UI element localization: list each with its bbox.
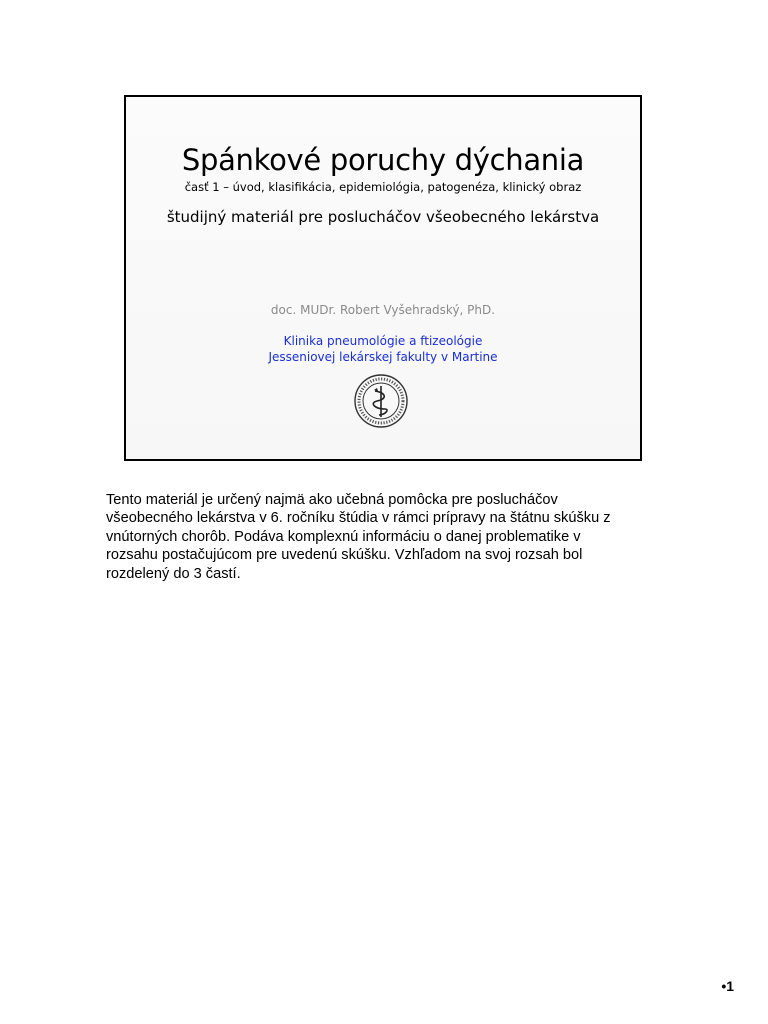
slide-purpose: študijný materiál pre poslucháčov všeobecného lekárstva [166,208,600,226]
page-number: •1 [721,978,734,994]
slide-institution [126,333,640,365]
faculty-seal-icon [353,373,409,429]
institution-line-1: Klinika pneumológie a ftizeológie [283,334,483,348]
slide-title: Spánkové poruchy dýchania [181,143,585,177]
description-paragraph [106,491,666,583]
paragraph-line: rozdelený do 3 častí. [106,565,241,582]
paragraph-line: rozsahu postačujúcom pre uvedenú skúšku. Vzhľadom na svoj rozsah bol [106,547,583,564]
paragraph-line: všeobecného lekárstva v 6. ročníku štúdia v rámci prípravy na štátnu skúšku z [106,510,611,527]
paragraph-line: vnútorných chorôb. Podáva komplexnú informáciu o danej problematike v [106,528,581,545]
paragraph-line: Tento materiál je určený najmä ako učebná pomôcka pre poslucháčov [106,492,558,508]
slide-author: doc. MUDr. Robert Vyšehradský, PhD. [270,303,496,317]
institution-line-2: Jesseniovej lekárskej fakulty v Martine [268,350,498,364]
title-slide [124,95,642,461]
slide-subtitle: časť 1 – úvod, klasifikácia, epidemiológia, patogenéza, klinický obraz [184,180,582,194]
